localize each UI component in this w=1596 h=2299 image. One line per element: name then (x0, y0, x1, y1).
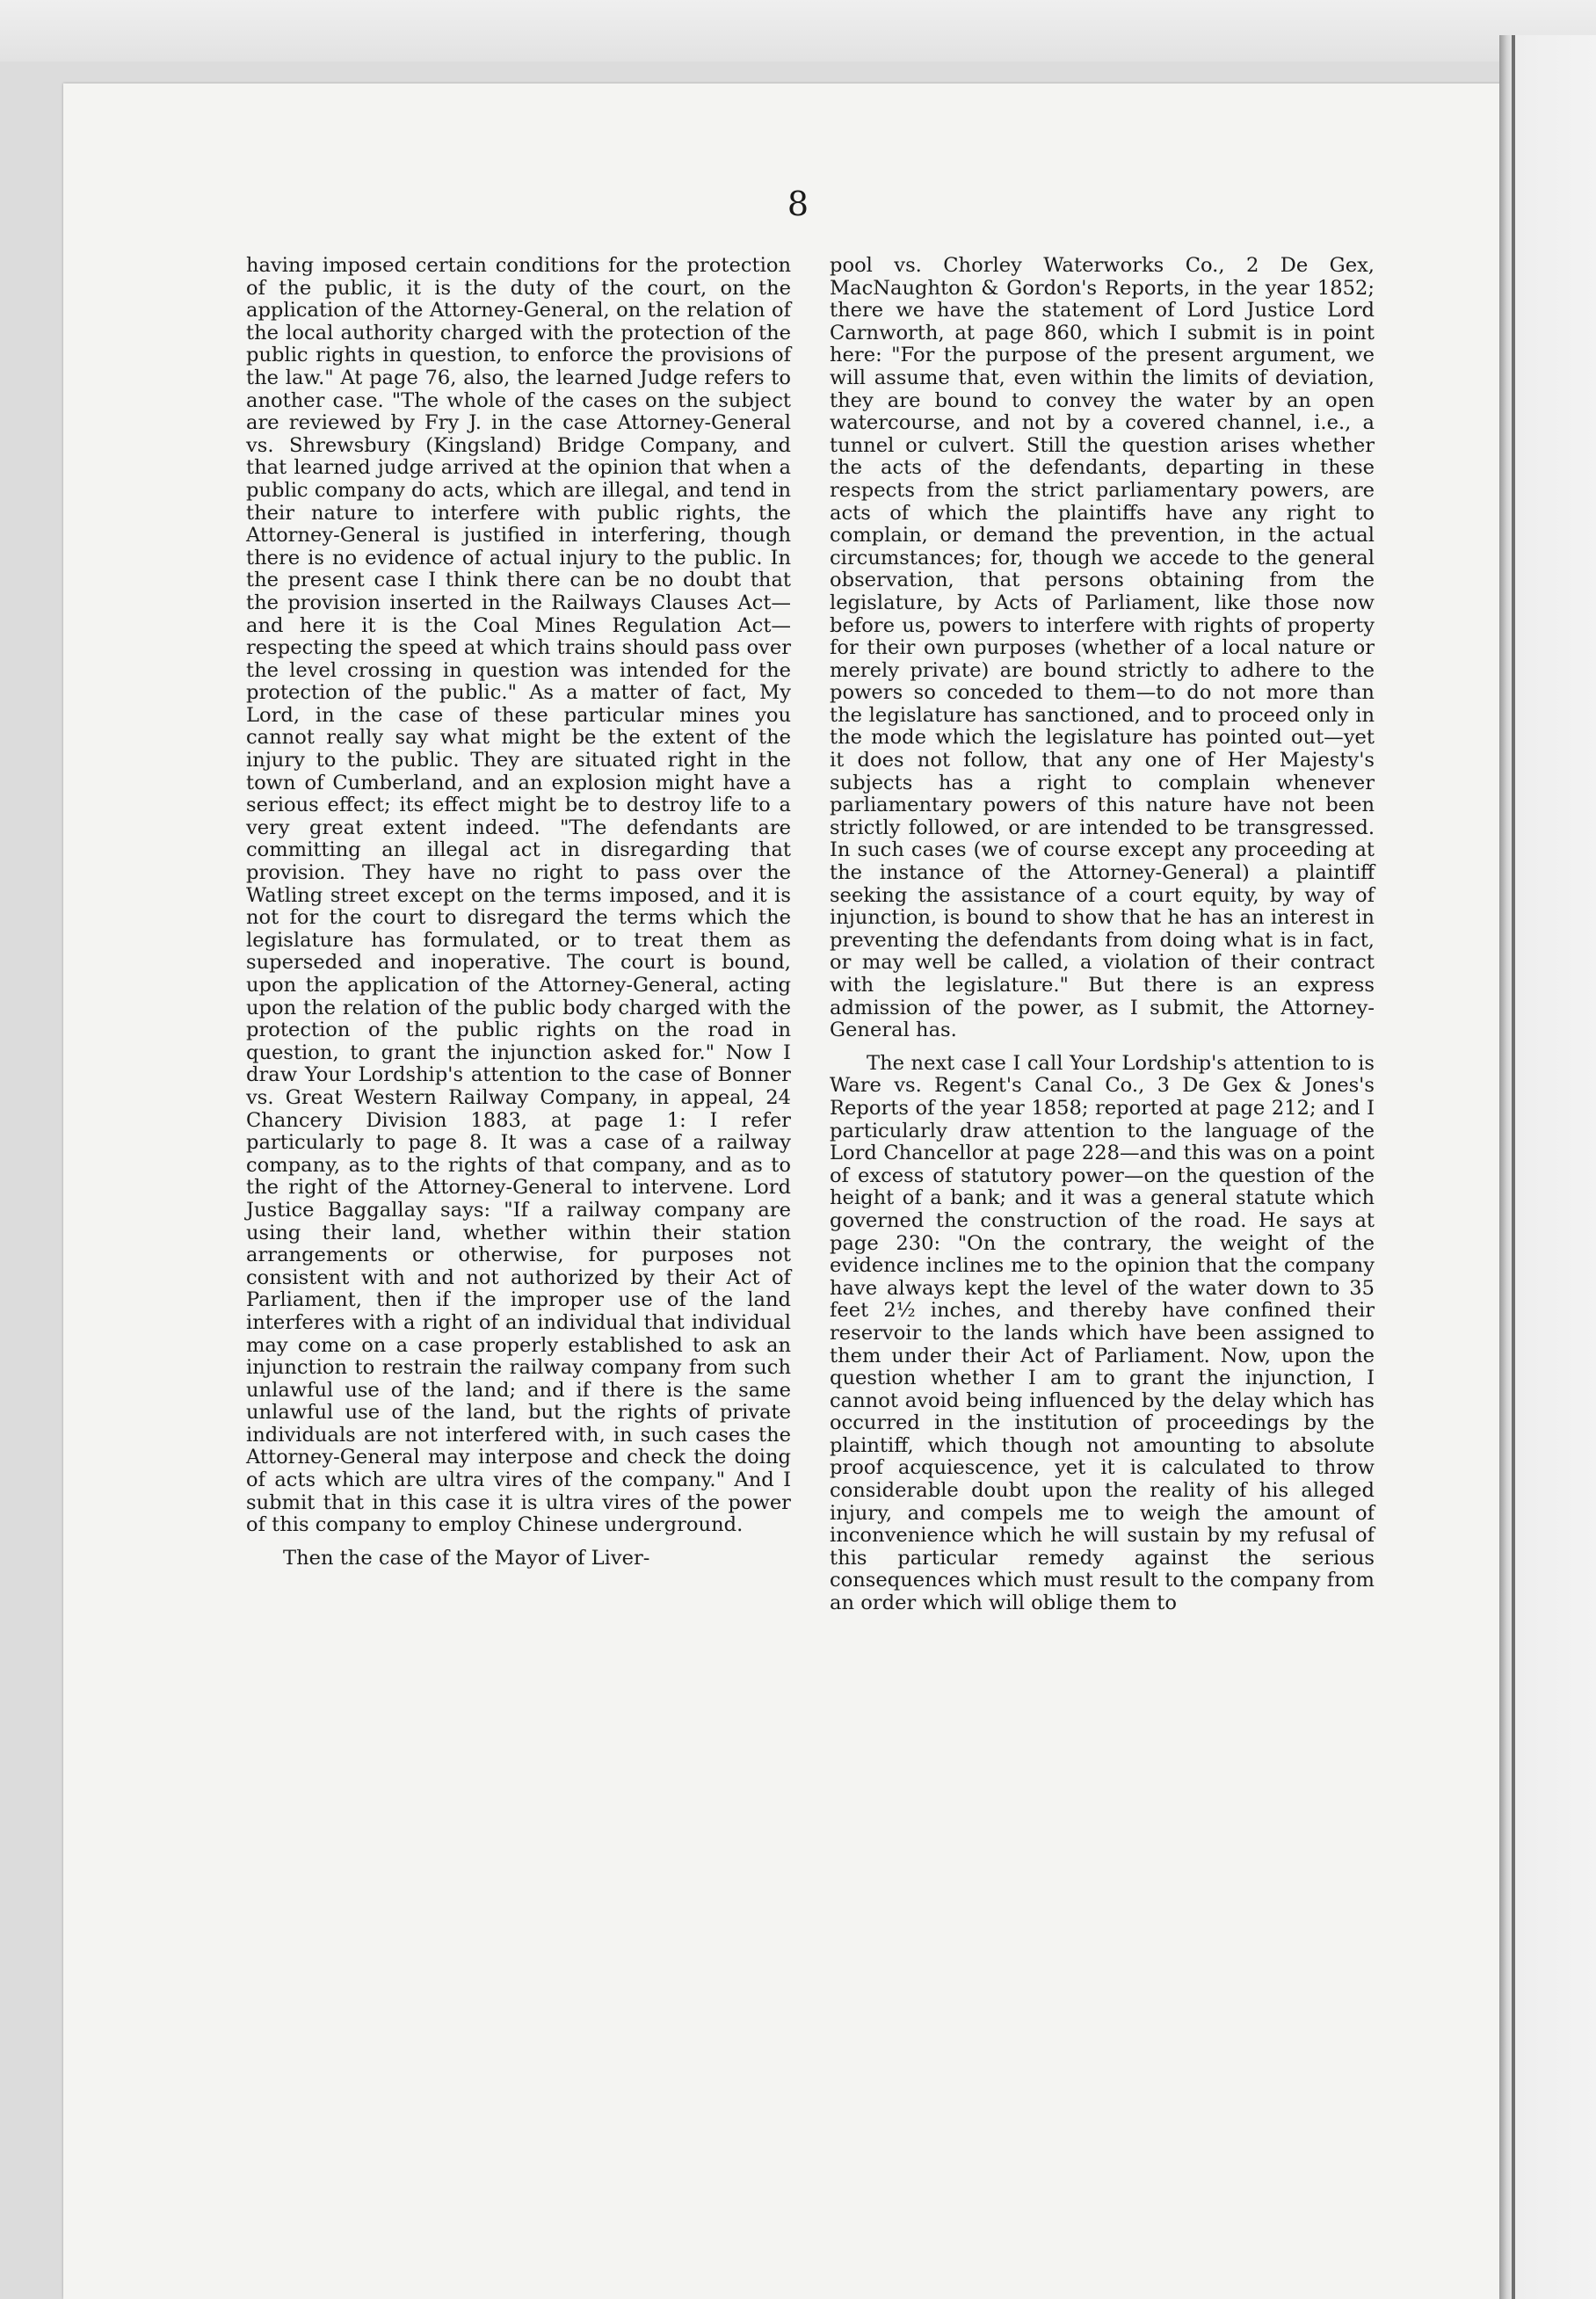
paragraph: having imposed certain conditions for the protection of the public, it is the duty of the court, on the application of the Attorney-General, on the relation of the local authority charged with the protection of the public rights in question, to enforce the provisions of the law." At page 76, also, the learned Judge refers to another case. "The whole of the cases on the subject are reviewed by Fry J. in the case Attorney-General vs. Shrewsbury (Kingsland) Bridge Company, and that learned judge arrived at the opinion that when a public company do acts, which are illegal, and tend in their nature to interfere with public rights, the Attorney-General is justified in interfering, though there is no evidence of actual injury to the public. In the present case I think there can be no doubt that the provision inserted in the Railways Clauses Act—and here it is the Coal Mines Regulation Act—respecting the speed at which trains should pass over the level crossing in question was intended for the protection of the public." As a matter of fact, My Lord, in the case of these particular mines you cannot really say what might be the extent of the injury to the public. They are situated right in the town of Cumberland, and an explosion might have a serious effect; its effect might be to destroy life to a very great extent indeed. "The defendants are committing an illegal act in disregarding that provision. They have no right to pass over the Watling street except on the terms imposed, and it is not for the court to disregard the terms which the legislature has formulated, or to treat them as superseded and inoperative. The court is bound, upon the application of the Attorney-General, acting upon the relation of the public body charged with the protection of the public rights on the road in question, to grant the injunction asked for." Now I draw Your Lordship's attention to the case of Bonner vs. Great Western Railway Company, in appeal, 24 Chancery Division 1883, at page 1: I refer particularly to page 8. It was a case of a railway company, as to the rights of that company, and as to the right of the Attorney-General to intervene. Lord Justice Baggallay says: "If a railway company are using their land, whether within their station arrangements or otherwise, for purposes not consistent with and not authorized by their Act of Parliament, then if the improper use of the land interferes with a right of an individual that individual may come on a case properly established to ask an injunction to restrain the railway company from such unlawful use of the land; and if there is the same unlawful use of the land, but the rights of private individuals are not interfered with, in such cases the Attorney-General may interpose and check the doing of acts which are ultra vires of the company." And I submit that in this case it is ultra vires of the power of this company to employ Chinese underground. (246, 254, 791, 1537)
binding-shadow (1512, 35, 1515, 2299)
page-number: 8 (787, 185, 809, 223)
paragraph: The next case I call Your Lordship's attention to is Ware vs. Regent's Canal Co., 3 De Gex & Jones's Reports of the year 1858; reported at page 212; and I particularly draw attention to the language of the Lord Chancellor at page 228—and this was on a point of excess of statutory power—on the question of the height of a bank; and it was a general statute which governed the construction of the road. He says at page 230: "On the contrary, the weight of the evidence inclines me to the opinion that the company have always kept the level of the water down to 35 feet 2½ inches, and thereby have confined their reservoir to the lands which have been assigned to them under their Act of Parliament. Now, upon the question whether I am to grant the injunction, I cannot avoid being influenced by the delay which has occurred in the institution of proceedings by the plaintiff, which though not amounting to absolute proof acquiescence, yet it is calculated to throw considerable doubt upon the reality of his alleged injury, and compels me to weigh the amount of inconvenience which he will sustain by my refusal of this particular remedy against the serious consequences which must result to the company from an order which will oblige them to (830, 1051, 1375, 1615)
paragraph: pool vs. Chorley Waterworks Co., 2 De Gex, MacNaughton & Gordon's Reports, in the year 1852; there we have the statement of Lord Justice Lord Carnworth, at page 860, which I submit is in point here: "For the purpose of the present argument, we will assume that, even within the limits of deviation, they are bound to convey the water by an open watercourse, and not by a covered channel, i.e., a tunnel or culvert. Still the question arises whether the acts of the defendants, departing in these respects from the strict parliamentary powers, are acts of which the plaintiffs have any right to complain, or demand the prevention, in the actual circumstances; for, though we accede to the general observation, that persons obtaining from the legislature, by Acts of Parliament, like those now before us, powers to interfere with rights of property for their own purposes (whether of a local nature or merely private) are bound strictly to adhere to the powers so conceded to them—to do not more than the legislature has sanctioned, and to proceed only in the mode which the legislature has pointed out—yet it does not follow, that any one of Her Majesty's subjects has a right to complain whenever parliamentary powers of this nature have not been strictly followed, or are intended to be transgressed. In such cases (we of course except any proceeding at the instance of the Attorney-General) a plaintiff seeking the assistance of a court equity, by way of injunction, is bound to show that he has an interest in preventing the defendants from doing what is in fact, or may well be called, a violation of their contract with the legislature." But there is an express admission of the power, as I submit, the Attorney-General has. (830, 254, 1375, 1042)
paragraph: Then the case of the Mayor of Liver- (283, 1546, 650, 1570)
scan-top-edge (0, 0, 1596, 62)
left-text-column (246, 255, 791, 1570)
right-text-column (830, 255, 1375, 1615)
